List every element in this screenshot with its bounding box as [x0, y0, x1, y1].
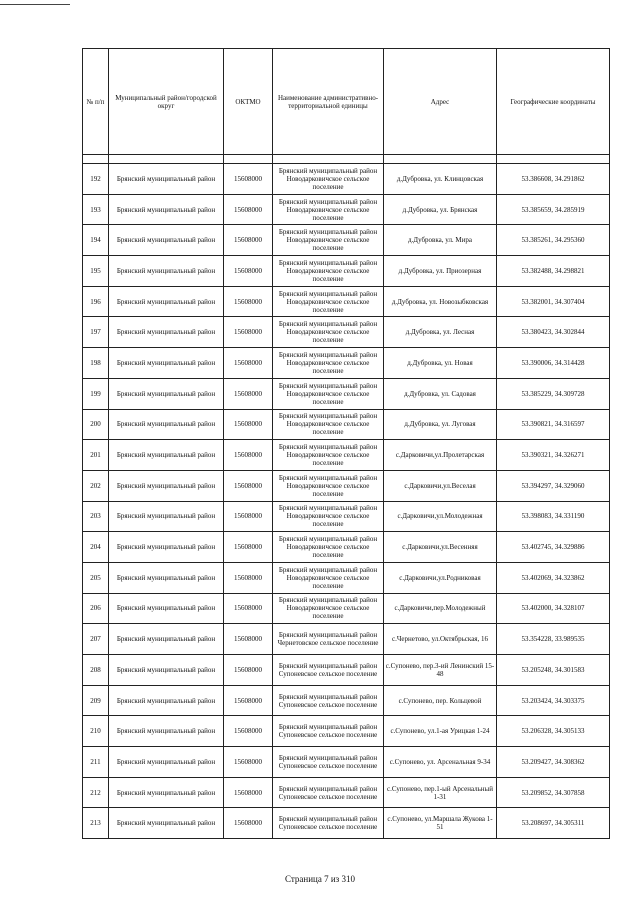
table-row: [83, 440, 610, 471]
row-admin-unit: Брянский муниципальный район Новодарковичское сельское поселение: [273, 317, 384, 348]
row-oktmo: 15608000: [224, 440, 273, 471]
row-admin-unit: Брянский муниципальный район Новодарковичское сельское поселение: [273, 501, 384, 532]
page-footer: Страница 7 из 310: [285, 874, 355, 884]
header-spacer-row: [83, 155, 610, 164]
row-admin-unit: Брянский муниципальный район Новодарковичское сельское поселение: [273, 532, 384, 563]
row-oktmo: 15608000: [224, 593, 273, 624]
row-address: д.Дубровка, ул. Лесная: [384, 317, 497, 348]
header-num: № п/п: [83, 49, 109, 155]
row-address: с.Дарковичи,ул.Родниковая: [384, 562, 497, 593]
row-municipality: Брянский муниципальный район: [109, 624, 224, 655]
row-coords: 53.203424, 34.303375: [497, 685, 610, 716]
row-admin-unit: Брянский муниципальный район Новодарковичское сельское поселение: [273, 440, 384, 471]
table-row: [83, 470, 610, 501]
row-oktmo: 15608000: [224, 409, 273, 440]
table-row: [83, 378, 610, 409]
row-num: 199: [83, 378, 109, 409]
spacer-cell: [224, 155, 273, 164]
row-coords: 53.390321, 34.326271: [497, 440, 610, 471]
row-num: 209: [83, 685, 109, 716]
spacer-cell: [497, 155, 610, 164]
row-num: 196: [83, 286, 109, 317]
spacer-cell: [384, 155, 497, 164]
row-municipality: Брянский муниципальный район: [109, 655, 224, 686]
header-municipality: Муниципальный район/городской округ: [109, 49, 224, 155]
row-coords: 53.206328, 34.305133: [497, 716, 610, 747]
header-admin-unit: Наименование административно-территориальной единицы: [273, 49, 384, 155]
row-num: 211: [83, 747, 109, 778]
table-row: [83, 716, 610, 747]
row-address: с.Супонево, пер.3-ий Ленинский 15-48: [384, 655, 497, 686]
row-coords: 53.382001, 34.307404: [497, 286, 610, 317]
row-municipality: Брянский муниципальный район: [109, 225, 224, 256]
row-coords: 53.208697, 34.305311: [497, 808, 610, 839]
table-row: [83, 777, 610, 808]
row-admin-unit: Брянский муниципальный район Супоневское сельское поселение: [273, 777, 384, 808]
row-coords: 53.402069, 34.323862: [497, 562, 610, 593]
row-address: с.Супонево, ул.Маршала Жукова 1-51: [384, 808, 497, 839]
table-row: [83, 194, 610, 225]
row-address: д.Дубровка, ул. Новая: [384, 348, 497, 379]
row-num: 204: [83, 532, 109, 563]
row-admin-unit: Брянский муниципальный район Новодарковичское сельское поселение: [273, 409, 384, 440]
row-num: 202: [83, 470, 109, 501]
row-coords: 53.385261, 34.295360: [497, 225, 610, 256]
table-row: [83, 562, 610, 593]
row-admin-unit: Брянский муниципальный район Новодарковичское сельское поселение: [273, 256, 384, 287]
header-oktmo: ОКТМО: [224, 49, 273, 155]
row-admin-unit: Брянский муниципальный район Чернетовское сельское поселение: [273, 624, 384, 655]
row-oktmo: 15608000: [224, 747, 273, 778]
row-municipality: Брянский муниципальный район: [109, 562, 224, 593]
row-municipality: Брянский муниципальный район: [109, 593, 224, 624]
row-oktmo: 15608000: [224, 777, 273, 808]
spacer-cell: [109, 155, 224, 164]
table-row: [83, 655, 610, 686]
row-admin-unit: Брянский муниципальный район Супоневское сельское поселение: [273, 808, 384, 839]
row-coords: 53.398083, 34.331190: [497, 501, 610, 532]
row-municipality: Брянский муниципальный район: [109, 501, 224, 532]
table-row: [83, 685, 610, 716]
row-num: 210: [83, 716, 109, 747]
row-admin-unit: Брянский муниципальный район Новодарковичское сельское поселение: [273, 378, 384, 409]
row-municipality: Брянский муниципальный район: [109, 378, 224, 409]
row-address: с.Дарковичи,ул.Весенняя: [384, 532, 497, 563]
header-coords: Географические координаты: [497, 49, 610, 155]
row-num: 197: [83, 317, 109, 348]
row-num: 201: [83, 440, 109, 471]
row-municipality: Брянский муниципальный район: [109, 164, 224, 195]
row-admin-unit: Брянский муниципальный район Супоневское сельское поселение: [273, 685, 384, 716]
table-row: [83, 624, 610, 655]
row-admin-unit: Брянский муниципальный район Новодарковичское сельское поселение: [273, 562, 384, 593]
row-address: д.Дубровка, ул. Садовая: [384, 378, 497, 409]
row-admin-unit: Брянский муниципальный район Новодарковичское сельское поселение: [273, 348, 384, 379]
row-address: д.Дубровка, ул. Луговая: [384, 409, 497, 440]
row-coords: 53.380423, 34.302844: [497, 317, 610, 348]
row-coords: 53.394297, 34.329060: [497, 470, 610, 501]
row-address: с.Супонево, пер.1-ый Арсенальный 1-31: [384, 777, 497, 808]
table-row: [83, 317, 610, 348]
table-row: [83, 501, 610, 532]
row-coords: 53.386608, 34.291862: [497, 164, 610, 195]
row-coords: 53.402000, 34.328107: [497, 593, 610, 624]
row-num: 193: [83, 194, 109, 225]
row-num: 195: [83, 256, 109, 287]
row-municipality: Брянский муниципальный район: [109, 409, 224, 440]
row-address: с.Чернетово, ул.Октябрьская, 16: [384, 624, 497, 655]
table-header-row: [83, 49, 610, 155]
row-coords: 53.354228, 33.989535: [497, 624, 610, 655]
row-address: с.Дарковичи,ул.Молодежная: [384, 501, 497, 532]
row-oktmo: 15608000: [224, 501, 273, 532]
row-coords: 53.385659, 34.285919: [497, 194, 610, 225]
table-row: [83, 225, 610, 256]
row-address: д.Дубровка, ул. Мира: [384, 225, 497, 256]
row-oktmo: 15608000: [224, 685, 273, 716]
table-row: [83, 164, 610, 195]
spacer-cell: [83, 155, 109, 164]
row-oktmo: 15608000: [224, 256, 273, 287]
row-admin-unit: Брянский муниципальный район Новодарковичское сельское поселение: [273, 225, 384, 256]
top-rule: [0, 4, 70, 5]
row-oktmo: 15608000: [224, 286, 273, 317]
row-municipality: Брянский муниципальный район: [109, 286, 224, 317]
table-row: [83, 593, 610, 624]
row-oktmo: 15608000: [224, 808, 273, 839]
table-row: [83, 286, 610, 317]
row-address: д.Дубровка, ул. Брянская: [384, 194, 497, 225]
table-row: [83, 747, 610, 778]
row-municipality: Брянский муниципальный район: [109, 777, 224, 808]
row-admin-unit: Брянский муниципальный район Новодарковичское сельское поселение: [273, 593, 384, 624]
table-row: [83, 808, 610, 839]
row-oktmo: 15608000: [224, 194, 273, 225]
row-num: 205: [83, 562, 109, 593]
row-municipality: Брянский муниципальный район: [109, 256, 224, 287]
table-row: [83, 348, 610, 379]
row-municipality: Брянский муниципальный район: [109, 532, 224, 563]
row-municipality: Брянский муниципальный район: [109, 348, 224, 379]
row-municipality: Брянский муниципальный район: [109, 440, 224, 471]
row-oktmo: 15608000: [224, 716, 273, 747]
row-num: 198: [83, 348, 109, 379]
table-body: [83, 164, 610, 839]
address-table: [82, 48, 610, 839]
row-oktmo: 15608000: [224, 562, 273, 593]
table-row: [83, 532, 610, 563]
header-address: Адрес: [384, 49, 497, 155]
row-coords: 53.382488, 34.298821: [497, 256, 610, 287]
row-oktmo: 15608000: [224, 624, 273, 655]
row-admin-unit: Брянский муниципальный район Супоневское сельское поселение: [273, 655, 384, 686]
row-municipality: Брянский муниципальный район: [109, 194, 224, 225]
row-coords: 53.390006, 34.314428: [497, 348, 610, 379]
row-municipality: Брянский муниципальный район: [109, 747, 224, 778]
row-coords: 53.390821, 34.316597: [497, 409, 610, 440]
row-address: с.Дарковичи,пер.Молодежный: [384, 593, 497, 624]
table-row: [83, 256, 610, 287]
table-row: [83, 409, 610, 440]
row-coords: 53.209427, 34.308362: [497, 747, 610, 778]
row-admin-unit: Брянский муниципальный район Новодарковичское сельское поселение: [273, 286, 384, 317]
row-address: с.Дарковичи,ул.Пролетарская: [384, 440, 497, 471]
row-oktmo: 15608000: [224, 378, 273, 409]
row-admin-unit: Брянский муниципальный район Новодарковичское сельское поселение: [273, 164, 384, 195]
row-address: с.Супонево, пер. Кольцевой: [384, 685, 497, 716]
row-municipality: Брянский муниципальный район: [109, 716, 224, 747]
row-num: 207: [83, 624, 109, 655]
row-coords: 53.402745, 34.329886: [497, 532, 610, 563]
row-municipality: Брянский муниципальный район: [109, 317, 224, 348]
row-coords: 53.385229, 34.309728: [497, 378, 610, 409]
row-address: с.Супонево, ул.1-ая Урицкая 1-24: [384, 716, 497, 747]
row-address: д.Дубровка, ул. Приозерная: [384, 256, 497, 287]
row-admin-unit: Брянский муниципальный район Новодарковичское сельское поселение: [273, 470, 384, 501]
row-address: д.Дубровка, ул. Новозыбковская: [384, 286, 497, 317]
row-admin-unit: Брянский муниципальный район Супоневское сельское поселение: [273, 747, 384, 778]
row-num: 203: [83, 501, 109, 532]
row-num: 208: [83, 655, 109, 686]
row-num: 212: [83, 777, 109, 808]
row-address: д.Дубровка, ул. Клинцовская: [384, 164, 497, 195]
row-oktmo: 15608000: [224, 348, 273, 379]
row-admin-unit: Брянский муниципальный район Новодарковичское сельское поселение: [273, 194, 384, 225]
row-municipality: Брянский муниципальный район: [109, 470, 224, 501]
row-oktmo: 15608000: [224, 532, 273, 563]
row-address: с.Дарковичи,ул.Веселая: [384, 470, 497, 501]
row-municipality: Брянский муниципальный район: [109, 685, 224, 716]
row-num: 192: [83, 164, 109, 195]
row-municipality: Брянский муниципальный район: [109, 808, 224, 839]
row-oktmo: 15608000: [224, 225, 273, 256]
row-admin-unit: Брянский муниципальный район Супоневское сельское поселение: [273, 716, 384, 747]
row-oktmo: 15608000: [224, 655, 273, 686]
row-num: 200: [83, 409, 109, 440]
row-num: 213: [83, 808, 109, 839]
row-num: 194: [83, 225, 109, 256]
spacer-cell: [273, 155, 384, 164]
row-oktmo: 15608000: [224, 164, 273, 195]
row-oktmo: 15608000: [224, 317, 273, 348]
row-address: с.Супонево, ул. Арсенальная 9-34: [384, 747, 497, 778]
row-coords: 53.205248, 34.301583: [497, 655, 610, 686]
row-num: 206: [83, 593, 109, 624]
row-oktmo: 15608000: [224, 470, 273, 501]
row-coords: 53.209852, 34.307858: [497, 777, 610, 808]
